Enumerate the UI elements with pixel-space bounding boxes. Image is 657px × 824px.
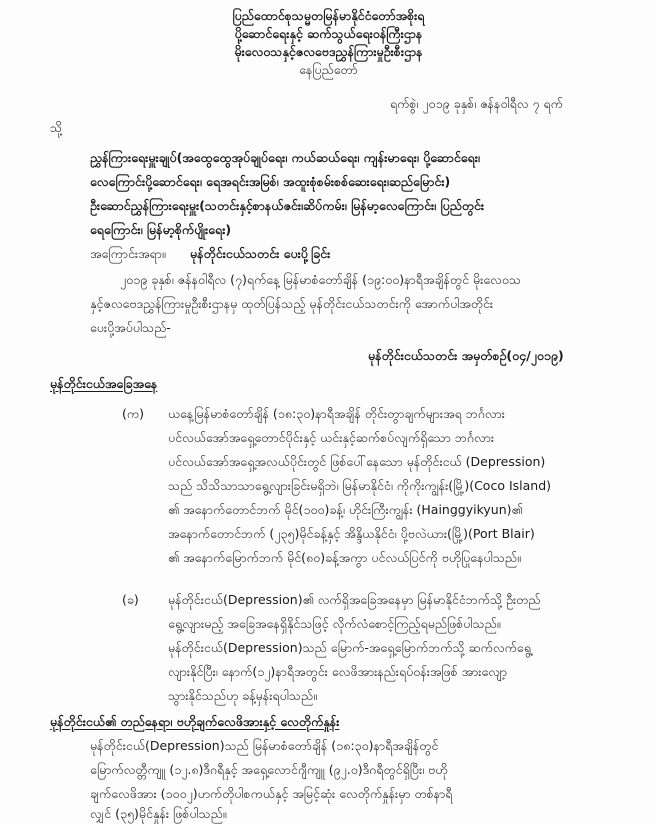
paragraph-marker: (ခ) <box>122 592 139 607</box>
document-date: ရက်စွဲ၊ ၂၀၁၉ ခုနှစ်၊ ဇန်နဝါရီလ ၇ ရက် <box>390 96 563 111</box>
intro-line: ၂၀၁၉ ခုနှစ်၊ ဇန်နဝါရီလ (၇)ရက်နေ့ မြန်မာစံတော်ချိန် (၁၉:၀၀)နာရီအချိန်တွင် မိုးလေဝသ <box>120 272 521 287</box>
header-line-2: ပို့ဆောင်ရေးနှင့် ဆက်သွယ်ရေးဝန်ကြီးဌာန <box>234 26 423 41</box>
paragraph-line: အနောက်တောင်ဘက် (၂၃၅)မိုင်ခန့်နှင့် အိန္ဒိယနိုင်ငံ၊ ပို့ဗလဲယား(မြို့)(Port Blair) <box>168 526 535 541</box>
subject-text: မုန်တိုင်းငယ်သတင်း ပေးပို့ခြင်း <box>190 246 331 261</box>
header-line-1: ပြည်ထောင်စုသမ္မတမြန်မာနိုင်ငံတော်အစိုးရ <box>232 8 425 23</box>
paragraph-line: လျှင် (၃၅)မိုင်နှုန်း ဖြစ်ပါသည်။ <box>90 806 227 821</box>
paragraph-line: သည် သိသိသာသာရွေ့လျားခြင်းမရှိဘဲ၊ မြန်မာနိုင်ငံ၊ ကိုကိုးကျွန်း(မြို့)(Coco Island) <box>168 478 552 493</box>
to-label: သို့ <box>50 120 63 135</box>
paragraph-line: ၏ အနောက်တောင်ဘက် မိုင်(၁၀၀)ခန့်၊ ဟိုင်းကြီးကျွန်း (Hainggyikyun)၏ <box>168 502 523 517</box>
paragraph-line: ပင်လယ်အော်အရှေ့တောင်ပိုင်းနှင့် ယင်းနှင့်ဆက်စပ်လျက်ရှိသော ဘင်္ဂလား <box>168 430 495 445</box>
recipient-line: ရေကြောင်း၊ မြန်မာ့စိုက်ပျိုးရေး) <box>90 222 232 237</box>
paragraph-line: ၏ အနောက်မြောက်ဘက် မိုင်(၈၀)ခန့်အကွာ ပင်လယ်ပြင်ကို ဗဟိုပြုနေပါသည်။ <box>168 550 521 565</box>
section-heading: မုန်တိုင်းငယ်အခြေအနေ <box>50 376 158 391</box>
paragraph-line: သွားနိုင်သည်ဟု ခန့်မှန်းရပါသည်။ <box>168 688 317 703</box>
recipient-line: ညွှန်ကြားရေးမှူးချုပ်(အထွေထွေအုပ်ချုပ်ရေး၊ ကယ်ဆယ်ရေး၊ ကျန်းမာရေး၊ ပို့ဆောင်ရေး၊ <box>90 150 480 165</box>
paragraph-line: ချက်လေဖိအား (၁၀၀၂)ဟက်တိုပါစကယ်နှင့် အမြင့်ဆုံး လေတိုက်နှုန်းမှာ တစ်နာရီ <box>90 786 453 801</box>
paragraph-line: ပင်လယ်အော်အရှေ့အလယ်ပိုင်းတွင် ဖြစ်ပေါ်နေသော မုန်တိုင်းငယ် (Depression) <box>168 454 546 469</box>
paragraph-line: ရွေ့လျားမည့် အခြေအနေရှိနိုင်သဖြင့် လိုက်လံစောင့်ကြည့်ရမည်ဖြစ်ပါသည်။ <box>168 616 501 631</box>
bulletin-number: မုန်တိုင်းငယ်သတင်း အမှတ်စဉ်(၀၄/၂၀၁၉) <box>368 348 564 363</box>
paragraph-line: မုန်တိုင်းငယ်(Depression)၏ လက်ရှိအခြေအနေမှာ မြန်မာနိုင်ငံဘက်သို့ ဦးတည် <box>168 592 541 607</box>
paragraph-line: လျားနိုင်ပြီး၊ နောက်(၁၂)နာရီအတွင်း လေဖိအားနည်းရပ်ဝန်းအဖြစ် အားလျော့ <box>168 664 508 679</box>
paragraph-line: ယနေ့မြန်မာစံတော်ချိန် (၁၈:၃၀)နာရီအချိန် တိုင်းတွာချက်များအရ ဘင်္ဂလား <box>168 406 505 421</box>
intro-line: နှင့်ဇလဗေဒညွှန်ကြားမှုဦးစီးဌာနမှ ထုတ်ပြန်သည့် မုန်တိုင်းငယ်သတင်းကို အောက်ပါအတိုင်း <box>90 296 494 311</box>
header-line-4: နေပြည်တော် <box>299 62 358 77</box>
header-line-3: မိုးလေဝသနှင့်ဇလဗေဒညွှန်ကြားမှုဦးစီးဌာန <box>234 44 423 59</box>
recipient-line: ဦးဆောင်ညွှန်ကြားရေးမှူး(သတင်းနှင့်စာနယ်ဇင်း၊ဆိပ်ကမ်း၊ မြန်မာ့လေကြောင်း၊ ပြည်တွင်း <box>90 198 485 213</box>
paragraph-marker: (က) <box>122 406 144 421</box>
paragraph-line: မြောက်လတ္တီကျူ (၁၂.၈)ဒီဂရီနှင့် အရှေ့လောင်ဂျီကျူ (၉၂.၀)ဒီဂရီတွင်ရှိပြီး၊ ဗဟို <box>90 762 448 777</box>
paragraph-line: မုန်တိုင်းငယ်(Depression)သည် မြောက်-အရှေ့မြောက်ဘက်သို့ ဆက်လက်ရွေ့ <box>168 640 532 655</box>
recipient-line: လေကြောင်းပို့ဆောင်ရေး၊ ရေအရင်းအမြစ်၊ အထူးစုံစမ်းစစ်ဆေးရေး၊ဆည်မြောင်း) <box>90 174 451 189</box>
section-heading: မုန်တိုင်းငယ်၏ တည်နေရာ၊ ဗဟိုချက်လေဖိအားနှင့် လေတိုက်နှုန်း <box>50 714 340 729</box>
paragraph-line: မုန်တိုင်းငယ်(Depression)သည် မြန်မာစံတော်ချိန် (၁၈:၃၀)နာရီအချိန်တွင် <box>90 738 439 753</box>
subject-label: အကြောင်းအရာ။ <box>90 246 166 261</box>
intro-line: ပေးပို့အပ်ပါသည်- <box>90 320 171 335</box>
